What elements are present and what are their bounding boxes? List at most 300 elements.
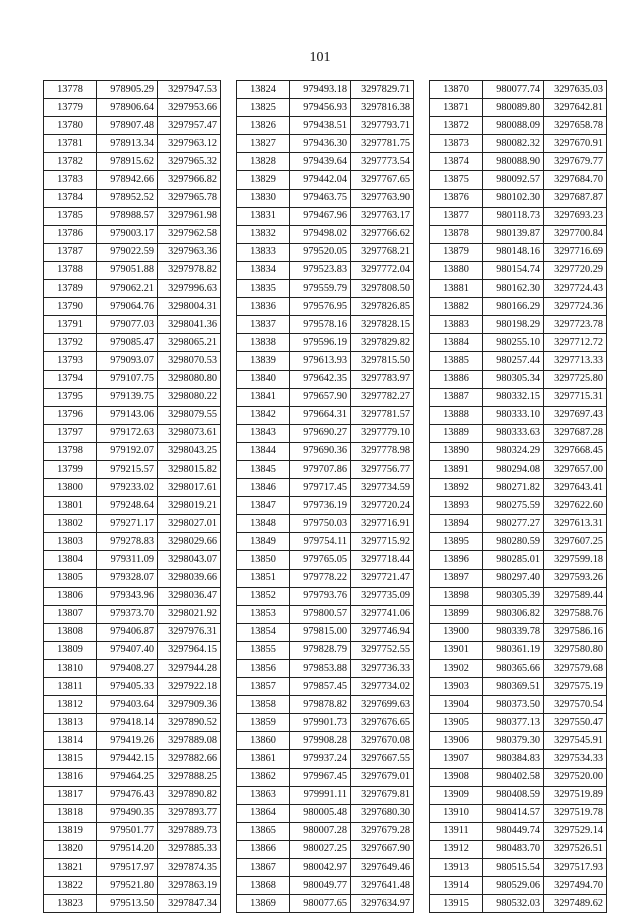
table-row	[237, 153, 414, 171]
x-coordinate-cell: 980118.73	[483, 207, 544, 225]
point-id-cell: 13863	[237, 786, 290, 804]
table-row	[237, 660, 414, 678]
table-row	[237, 623, 414, 641]
table-row	[44, 714, 221, 732]
point-id-cell: 13887	[430, 388, 483, 406]
point-id-cell: 13788	[44, 261, 97, 279]
table-row	[44, 370, 221, 388]
x-coordinate-cell: 980088.90	[483, 153, 544, 171]
table-row	[430, 370, 607, 388]
x-coordinate-cell: 979107.75	[97, 370, 158, 388]
point-id-cell: 13839	[237, 352, 290, 370]
table-row	[44, 605, 221, 623]
point-id-cell: 13797	[44, 424, 97, 442]
table-row	[237, 460, 414, 478]
point-id-cell: 13903	[430, 678, 483, 696]
table-row	[237, 117, 414, 135]
table-row	[44, 768, 221, 786]
table-row	[430, 388, 607, 406]
point-id-cell: 13781	[44, 135, 97, 153]
table-row	[430, 768, 607, 786]
y-coordinate-cell: 3297699.63	[351, 696, 414, 714]
y-coordinate-cell: 3297684.70	[544, 171, 607, 189]
y-coordinate-cell: 3298073.61	[158, 424, 221, 442]
x-coordinate-cell: 980414.57	[483, 804, 544, 822]
x-coordinate-cell: 979857.45	[290, 678, 351, 696]
x-coordinate-cell: 979967.45	[290, 768, 351, 786]
table-row	[430, 533, 607, 551]
y-coordinate-cell: 3297693.23	[544, 207, 607, 225]
table-row	[430, 605, 607, 623]
y-coordinate-cell: 3297944.28	[158, 660, 221, 678]
point-id-cell: 13878	[430, 225, 483, 243]
table-row	[44, 750, 221, 768]
y-coordinate-cell: 3297893.77	[158, 804, 221, 822]
x-coordinate-cell: 980092.57	[483, 171, 544, 189]
point-id-cell: 13879	[430, 243, 483, 261]
y-coordinate-cell: 3298027.01	[158, 515, 221, 533]
y-coordinate-cell: 3297641.48	[351, 877, 414, 895]
y-coordinate-cell: 3297519.89	[544, 786, 607, 804]
point-id-cell: 13816	[44, 768, 97, 786]
x-coordinate-cell: 979520.05	[290, 243, 351, 261]
y-coordinate-cell: 3297829.82	[351, 334, 414, 352]
table-row	[44, 225, 221, 243]
table-row	[237, 135, 414, 153]
point-id-cell: 13830	[237, 189, 290, 207]
point-id-cell: 13837	[237, 316, 290, 334]
table-row	[430, 117, 607, 135]
table-row	[237, 442, 414, 460]
y-coordinate-cell: 3297736.33	[351, 660, 414, 678]
y-coordinate-cell: 3297720.29	[544, 261, 607, 279]
point-id-cell: 13881	[430, 280, 483, 298]
y-coordinate-cell: 3297735.09	[351, 587, 414, 605]
table-row	[44, 641, 221, 659]
table-row	[430, 153, 607, 171]
point-id-cell: 13789	[44, 280, 97, 298]
point-id-cell: 13835	[237, 280, 290, 298]
y-coordinate-cell: 3297965.78	[158, 189, 221, 207]
table-row	[44, 460, 221, 478]
y-coordinate-cell: 3297526.51	[544, 840, 607, 858]
point-id-cell: 13818	[44, 804, 97, 822]
table-row	[430, 280, 607, 298]
point-id-cell: 13899	[430, 605, 483, 623]
x-coordinate-cell: 980275.59	[483, 497, 544, 515]
point-id-cell: 13838	[237, 334, 290, 352]
table-row	[430, 822, 607, 840]
point-id-cell: 13787	[44, 243, 97, 261]
point-id-cell: 13843	[237, 424, 290, 442]
x-coordinate-cell: 979493.18	[290, 81, 351, 99]
table-row	[44, 334, 221, 352]
point-id-cell: 13794	[44, 370, 97, 388]
point-id-cell: 13889	[430, 424, 483, 442]
point-id-cell: 13880	[430, 261, 483, 279]
point-id-cell: 13826	[237, 117, 290, 135]
point-id-cell: 13801	[44, 497, 97, 515]
table-row	[430, 497, 607, 515]
x-coordinate-cell: 978915.62	[97, 153, 158, 171]
point-id-cell: 13845	[237, 460, 290, 478]
y-coordinate-cell: 3297783.97	[351, 370, 414, 388]
x-coordinate-cell: 980082.32	[483, 135, 544, 153]
x-coordinate-cell: 978988.57	[97, 207, 158, 225]
x-coordinate-cell: 980361.19	[483, 641, 544, 659]
table-row	[237, 696, 414, 714]
point-id-cell: 13896	[430, 551, 483, 569]
y-coordinate-cell: 3297826.85	[351, 298, 414, 316]
point-id-cell: 13790	[44, 298, 97, 316]
x-coordinate-cell: 979476.43	[97, 786, 158, 804]
table-row	[44, 569, 221, 587]
point-id-cell: 13874	[430, 153, 483, 171]
table-row	[237, 822, 414, 840]
point-id-cell: 13909	[430, 786, 483, 804]
point-id-cell: 13800	[44, 479, 97, 497]
table-row	[44, 696, 221, 714]
y-coordinate-cell: 3298039.66	[158, 569, 221, 587]
table-row	[44, 189, 221, 207]
point-id-cell: 13813	[44, 714, 97, 732]
y-coordinate-cell: 3298021.92	[158, 605, 221, 623]
table-row	[44, 822, 221, 840]
table-row	[430, 171, 607, 189]
table-row	[44, 243, 221, 261]
table-row	[237, 515, 414, 533]
x-coordinate-cell: 980271.82	[483, 479, 544, 497]
point-id-cell: 13873	[430, 135, 483, 153]
x-coordinate-cell: 979442.15	[97, 750, 158, 768]
table-row	[44, 732, 221, 750]
table-row	[44, 660, 221, 678]
y-coordinate-cell: 3297725.80	[544, 370, 607, 388]
x-coordinate-cell: 979642.35	[290, 370, 351, 388]
y-coordinate-cell: 3297909.36	[158, 696, 221, 714]
y-coordinate-cell: 3297643.41	[544, 479, 607, 497]
point-id-cell: 13823	[44, 895, 97, 913]
point-id-cell: 13817	[44, 786, 97, 804]
table-row	[430, 515, 607, 533]
x-coordinate-cell: 980408.59	[483, 786, 544, 804]
point-id-cell: 13824	[237, 81, 290, 99]
table-row	[237, 714, 414, 732]
x-coordinate-cell: 979085.47	[97, 334, 158, 352]
y-coordinate-cell: 3298079.55	[158, 406, 221, 424]
x-coordinate-cell: 979490.35	[97, 804, 158, 822]
table-row	[237, 225, 414, 243]
table-row	[44, 678, 221, 696]
table-row	[237, 895, 414, 913]
y-coordinate-cell: 3298041.36	[158, 316, 221, 334]
point-id-cell: 13877	[430, 207, 483, 225]
table-row	[430, 569, 607, 587]
table-row	[44, 352, 221, 370]
table-row	[237, 81, 414, 99]
table-row	[430, 678, 607, 696]
table-row	[430, 334, 607, 352]
y-coordinate-cell: 3297687.28	[544, 424, 607, 442]
x-coordinate-cell: 979793.76	[290, 587, 351, 605]
x-coordinate-cell: 979690.27	[290, 424, 351, 442]
y-coordinate-cell: 3297767.65	[351, 171, 414, 189]
point-id-cell: 13795	[44, 388, 97, 406]
table-row	[237, 641, 414, 659]
table-row	[237, 551, 414, 569]
x-coordinate-cell: 979139.75	[97, 388, 158, 406]
x-coordinate-cell: 980162.30	[483, 280, 544, 298]
x-coordinate-cell: 980369.51	[483, 678, 544, 696]
table-row	[237, 497, 414, 515]
x-coordinate-cell: 979064.76	[97, 298, 158, 316]
y-coordinate-cell: 3297847.34	[158, 895, 221, 913]
point-id-cell: 13792	[44, 334, 97, 352]
table-row	[44, 533, 221, 551]
y-coordinate-cell: 3298070.53	[158, 352, 221, 370]
table-row	[237, 840, 414, 858]
x-coordinate-cell: 979419.26	[97, 732, 158, 750]
x-coordinate-cell: 980166.29	[483, 298, 544, 316]
y-coordinate-cell: 3297520.00	[544, 768, 607, 786]
table-row	[44, 99, 221, 117]
point-id-cell: 13859	[237, 714, 290, 732]
table-row	[430, 786, 607, 804]
y-coordinate-cell: 3297947.53	[158, 81, 221, 99]
point-id-cell: 13802	[44, 515, 97, 533]
y-coordinate-cell: 3297752.55	[351, 641, 414, 659]
table-row	[44, 804, 221, 822]
table-row	[430, 189, 607, 207]
y-coordinate-cell: 3297519.78	[544, 804, 607, 822]
table-row	[44, 153, 221, 171]
y-coordinate-cell: 3297715.31	[544, 388, 607, 406]
y-coordinate-cell: 3297961.98	[158, 207, 221, 225]
y-coordinate-cell: 3297534.33	[544, 750, 607, 768]
y-coordinate-cell: 3297679.01	[351, 768, 414, 786]
x-coordinate-cell: 979498.02	[290, 225, 351, 243]
point-id-cell: 13840	[237, 370, 290, 388]
x-coordinate-cell: 980154.74	[483, 261, 544, 279]
y-coordinate-cell: 3297676.65	[351, 714, 414, 732]
point-id-cell: 13854	[237, 623, 290, 641]
y-coordinate-cell: 3297657.00	[544, 460, 607, 478]
point-id-cell: 13808	[44, 623, 97, 641]
x-coordinate-cell: 980529.06	[483, 877, 544, 895]
point-id-cell: 13906	[430, 732, 483, 750]
y-coordinate-cell: 3297756.77	[351, 460, 414, 478]
point-id-cell: 13799	[44, 460, 97, 478]
y-coordinate-cell: 3297724.43	[544, 280, 607, 298]
y-coordinate-cell: 3297670.08	[351, 732, 414, 750]
point-id-cell: 13885	[430, 352, 483, 370]
table-row	[430, 587, 607, 605]
x-coordinate-cell: 978913.34	[97, 135, 158, 153]
table-row	[237, 280, 414, 298]
point-id-cell: 13812	[44, 696, 97, 714]
y-coordinate-cell: 3298029.66	[158, 533, 221, 551]
x-coordinate-cell: 980377.13	[483, 714, 544, 732]
point-id-cell: 13867	[237, 859, 290, 877]
point-id-cell: 13786	[44, 225, 97, 243]
x-coordinate-cell: 980255.10	[483, 334, 544, 352]
y-coordinate-cell: 3297966.82	[158, 171, 221, 189]
x-coordinate-cell: 979311.09	[97, 551, 158, 569]
y-coordinate-cell: 3297957.47	[158, 117, 221, 135]
point-id-cell: 13836	[237, 298, 290, 316]
y-coordinate-cell: 3297586.16	[544, 623, 607, 641]
x-coordinate-cell: 980373.50	[483, 696, 544, 714]
table-row	[44, 406, 221, 424]
x-coordinate-cell: 980333.10	[483, 406, 544, 424]
table-row	[237, 605, 414, 623]
y-coordinate-cell: 3297781.57	[351, 406, 414, 424]
y-coordinate-cell: 3297613.31	[544, 515, 607, 533]
point-id-cell: 13853	[237, 605, 290, 623]
x-coordinate-cell: 979778.22	[290, 569, 351, 587]
y-coordinate-cell: 3297874.35	[158, 859, 221, 877]
x-coordinate-cell: 979717.45	[290, 479, 351, 497]
x-coordinate-cell: 979442.04	[290, 171, 351, 189]
x-coordinate-cell: 978905.29	[97, 81, 158, 99]
y-coordinate-cell: 3297889.08	[158, 732, 221, 750]
table-row	[237, 768, 414, 786]
table-row	[44, 117, 221, 135]
table-row	[237, 424, 414, 442]
x-coordinate-cell: 979878.82	[290, 696, 351, 714]
y-coordinate-cell: 3297964.15	[158, 641, 221, 659]
point-id-cell: 13779	[44, 99, 97, 117]
point-id-cell: 13822	[44, 877, 97, 895]
table-row	[44, 298, 221, 316]
table-row	[430, 135, 607, 153]
point-id-cell: 13833	[237, 243, 290, 261]
point-id-cell: 13821	[44, 859, 97, 877]
x-coordinate-cell: 979523.83	[290, 261, 351, 279]
x-coordinate-cell: 980077.74	[483, 81, 544, 99]
table-row	[430, 859, 607, 877]
y-coordinate-cell: 3297712.72	[544, 334, 607, 352]
x-coordinate-cell: 979514.20	[97, 840, 158, 858]
table-row	[237, 99, 414, 117]
x-coordinate-cell: 979991.11	[290, 786, 351, 804]
x-coordinate-cell: 979657.90	[290, 388, 351, 406]
x-coordinate-cell: 979559.79	[290, 280, 351, 298]
table-row	[237, 678, 414, 696]
table-row	[430, 460, 607, 478]
y-coordinate-cell: 3297715.92	[351, 533, 414, 551]
x-coordinate-cell: 979800.57	[290, 605, 351, 623]
x-coordinate-cell: 979077.03	[97, 316, 158, 334]
point-id-cell: 13803	[44, 533, 97, 551]
point-id-cell: 13862	[237, 768, 290, 786]
y-coordinate-cell: 3297570.54	[544, 696, 607, 714]
table-row	[44, 895, 221, 913]
y-coordinate-cell: 3297890.52	[158, 714, 221, 732]
table-row	[430, 352, 607, 370]
point-id-cell: 13798	[44, 442, 97, 460]
y-coordinate-cell: 3297489.62	[544, 895, 607, 913]
y-coordinate-cell: 3297734.02	[351, 678, 414, 696]
y-coordinate-cell: 3297550.47	[544, 714, 607, 732]
table-row	[44, 316, 221, 334]
y-coordinate-cell: 3298043.25	[158, 442, 221, 460]
point-id-cell: 13891	[430, 460, 483, 478]
table-row	[44, 587, 221, 605]
y-coordinate-cell: 3297649.46	[351, 859, 414, 877]
y-coordinate-cell: 3297741.06	[351, 605, 414, 623]
x-coordinate-cell: 979343.96	[97, 587, 158, 605]
point-id-cell: 13783	[44, 171, 97, 189]
y-coordinate-cell: 3297778.98	[351, 442, 414, 460]
point-id-cell: 13897	[430, 569, 483, 587]
x-coordinate-cell: 980139.87	[483, 225, 544, 243]
x-coordinate-cell: 980449.74	[483, 822, 544, 840]
table-row	[237, 533, 414, 551]
y-coordinate-cell: 3297922.18	[158, 678, 221, 696]
y-coordinate-cell: 3297766.62	[351, 225, 414, 243]
table-row	[430, 81, 607, 99]
table-row	[430, 406, 607, 424]
y-coordinate-cell: 3297816.38	[351, 99, 414, 117]
point-id-cell: 13828	[237, 153, 290, 171]
point-id-cell: 13871	[430, 99, 483, 117]
y-coordinate-cell: 3297882.66	[158, 750, 221, 768]
point-id-cell: 13913	[430, 859, 483, 877]
y-coordinate-cell: 3297772.04	[351, 261, 414, 279]
table-row	[430, 750, 607, 768]
point-id-cell: 13902	[430, 660, 483, 678]
y-coordinate-cell: 3297779.10	[351, 424, 414, 442]
x-coordinate-cell: 980305.34	[483, 370, 544, 388]
x-coordinate-cell: 980285.01	[483, 551, 544, 569]
table-row	[237, 587, 414, 605]
point-id-cell: 13846	[237, 479, 290, 497]
x-coordinate-cell: 979517.97	[97, 859, 158, 877]
x-coordinate-cell: 979373.70	[97, 605, 158, 623]
x-coordinate-cell: 980049.77	[290, 877, 351, 895]
point-id-cell: 13849	[237, 533, 290, 551]
y-coordinate-cell: 3297763.90	[351, 189, 414, 207]
table-row	[44, 497, 221, 515]
table-row	[237, 732, 414, 750]
x-coordinate-cell: 980333.63	[483, 424, 544, 442]
x-coordinate-cell: 979062.21	[97, 280, 158, 298]
y-coordinate-cell: 3298043.07	[158, 551, 221, 569]
table-row	[237, 352, 414, 370]
point-id-cell: 13796	[44, 406, 97, 424]
x-coordinate-cell: 979093.07	[97, 352, 158, 370]
table-row	[430, 877, 607, 895]
y-coordinate-cell: 3297634.97	[351, 895, 414, 913]
x-coordinate-cell: 978952.52	[97, 189, 158, 207]
x-coordinate-cell: 980402.58	[483, 768, 544, 786]
point-id-cell: 13819	[44, 822, 97, 840]
point-id-cell: 13814	[44, 732, 97, 750]
x-coordinate-cell: 980384.83	[483, 750, 544, 768]
x-coordinate-cell: 979022.59	[97, 243, 158, 261]
y-coordinate-cell: 3297680.30	[351, 804, 414, 822]
point-id-cell: 13895	[430, 533, 483, 551]
y-coordinate-cell: 3298036.47	[158, 587, 221, 605]
point-id-cell: 13848	[237, 515, 290, 533]
y-coordinate-cell: 3297607.25	[544, 533, 607, 551]
point-id-cell: 13831	[237, 207, 290, 225]
x-coordinate-cell: 980077.65	[290, 895, 351, 913]
point-id-cell: 13872	[430, 117, 483, 135]
table-row	[430, 243, 607, 261]
point-id-cell: 13793	[44, 352, 97, 370]
